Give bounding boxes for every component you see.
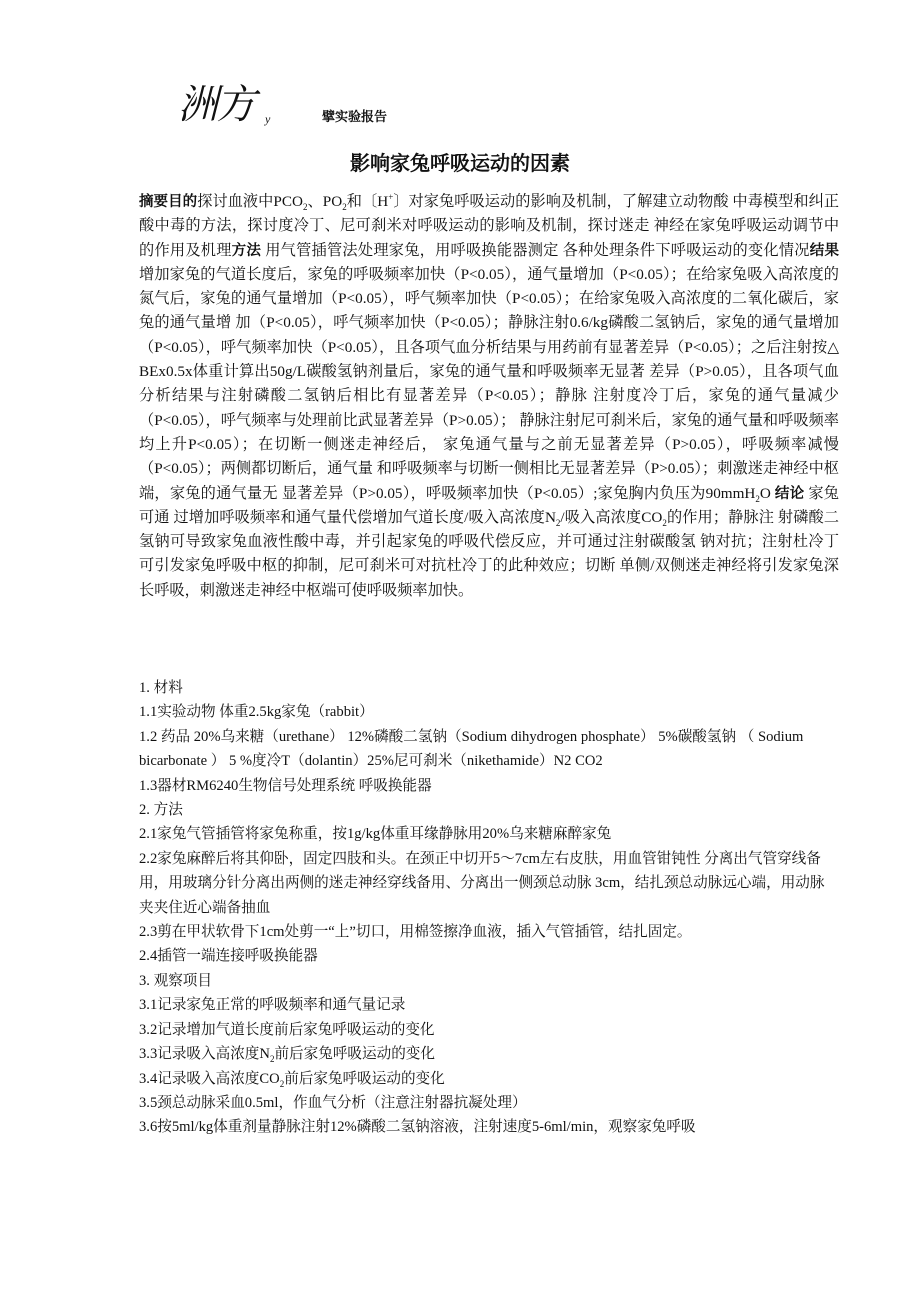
- h-plus-superscript: +: [388, 191, 394, 202]
- report-header-label: 擘实验报告: [322, 109, 388, 124]
- co2-subscript: 2: [279, 1078, 285, 1089]
- abstract-label: 摘要: [139, 194, 169, 210]
- sections-list: [139, 676, 839, 1140]
- list-item-text: 前后家兔呼吸运动的变化: [274, 1046, 435, 1063]
- logo-script-text: 洲方: [178, 82, 254, 128]
- result-label: 结果: [809, 242, 840, 259]
- result-text-1: 增加家兔的气道长度后，家兔的呼吸频率加快（P<0.05），通气量增加（P<0.05）；在给家兔吸入高浓度的氮气后，家兔的通气量增加（P<0.05），呼气频率加快（P<0.05）；在给家兔吸入高浓度的二氧化碳后，家兔的通气量增 加（P<0.05），呼气频率加快（P<0.05）；静脉注射0.6/kg磷酸二氢钠后，家兔的通气量增加（P<0.05），呼气频率加快（P<0.05），且各项气血分析结果与用药前有显著差异（P<0.05）；之后注射按△ BEx0.5x体重计算出50g/L碳酸氢钠剂量后，家兔的通气量和呼吸频率无显著 差异（P>0.05），且各项气血分析结果与注射磷酸二氢钠后相比有显著差异（P<0.05）；静脉 注射度冷丁后，家兔的通气量减少（P<0.05），呼气频率与处理前比武显著差异（P>0.05）； 静脉注射尼可刹米后，家兔的通气量和呼吸频率均上升P<0.05）；在切断一侧迷走神经后， 家兔通气量与之前无显著差异（P>0.05），呼吸频率减慢（P<0.05）；两侧都切断后，通气量 和呼吸频率与切断一侧相比无显著差异（P>0.05）；刺激迷走神经中枢端，家兔的通气量无 显著差异（P>0.05），呼吸频率加快（P<0.05）;家兔胸内负压为90mmH: [139, 265, 839, 502]
- list-item: 1.3器材RM6240生物信号处理系统 呼吸换能器: [139, 777, 432, 794]
- list-item: 3.6按5ml/kg体重剂量静脉注射12%磷酸二氢钠溶液，注射速度5-6ml/min，观察家兔呼吸: [139, 1119, 696, 1136]
- conclusion-text-2: /吸入高浓度CO: [560, 508, 663, 526]
- list-item: [139, 1042, 839, 1066]
- conclusion-text-3: 的作用；静脉注 射磷酸二氢钠可导致家兔血液性酸中毒，并引起家兔的呼吸代偿反应，并可通过注射碳酸氢 钠对抗；注射杜冷丁可引发家兔呼吸中枢的抑制，尼可刹米可对抗杜冷丁的此种效应；切断 单侧/双侧迷走神经将引发家兔深长呼吸，刺激迷走神经中枢端可使呼吸频率加快。: [139, 508, 840, 599]
- list-item: 1.1实验动物 体重2.5kg家兔（rabbit）: [139, 704, 374, 721]
- list-item: 2.1家兔气管插管将家兔称重，按1g/kg体重耳缘静脉用20%乌来糖麻醉家兔: [139, 826, 612, 843]
- method-label: 方法: [231, 242, 262, 259]
- list-item: [139, 1067, 839, 1091]
- logo: [178, 82, 271, 132]
- method-text: 用气管插管法处理家兔，用呼吸换能器测定 各种处理条件下呼吸运动的变化情况: [261, 241, 810, 259]
- purpose-text-1: 探讨血液中PCO: [197, 193, 303, 210]
- list-item-text: 前后家兔呼吸运动的变化: [284, 1070, 445, 1087]
- list-item: 3.5颈总动脉采血0.5ml，作血气分析（注意注射器抗凝处理）: [139, 1094, 527, 1111]
- purpose-label: 目的: [168, 194, 198, 210]
- co2-subscript: 2: [662, 517, 667, 528]
- purpose-text-4: 〕对家兔呼吸运动的影响及机制，了解建立动物酸 中毒模型和纠正酸中毒的方法，探讨度冷丁、尼可刹米对呼吸运动的影响及机制，探讨迷走 神经在家兔呼吸运动调节中的作用及机理: [139, 193, 840, 259]
- list-item: 2.3剪在甲状软骨下1cm处剪一“上”切口，用棉签擦净血液，插入气管插管，结扎固定。: [139, 924, 692, 941]
- list-item: 2.4插管一端连接呼吸换能器: [139, 948, 318, 965]
- conclusion-text-1: 家兔可通 过增加呼吸频率和通气量代偿增加气道长度/吸入高浓度N: [139, 484, 839, 526]
- conclusion-label: 结论: [774, 485, 805, 502]
- list-item-text: 3.4记录吸入高浓度CO: [139, 1070, 280, 1087]
- list-item: 3.1记录家兔正常的呼吸频率和通气量记录: [139, 997, 406, 1014]
- section-heading-observations: 3. 观察项目: [139, 972, 212, 989]
- po2-subscript: 2: [342, 202, 347, 213]
- n2-subscript: 2: [269, 1054, 275, 1064]
- logo-sub-text: y: [265, 112, 271, 126]
- n2-subscript: 2: [555, 517, 561, 528]
- list-item-text: 3.3记录吸入高浓度N: [139, 1046, 270, 1063]
- list-item: 2.2家兔麻醉后将其仰卧，固定四肢和头。在颈正中切开5〜7cm左右皮肤，用血管钳钝性 分离出气管穿线备用，用玻璃分针分离出两侧的迷走神经穿线备用、分离出一侧颈总动脉 3cm，结扎颈总动脉远心端，用动脉夹夹住近心端备抽血: [139, 850, 825, 916]
- h2o-subscript: 2: [755, 493, 760, 504]
- abstract-paragraph: [139, 190, 839, 603]
- purpose-text-2: 、PO: [307, 193, 343, 210]
- result-text-2: O: [759, 484, 771, 502]
- pco2-subscript: 2: [302, 202, 308, 213]
- section-heading-materials: 1. 材料: [139, 680, 183, 696]
- document-title: 影响家兔呼吸运动的因素: [350, 151, 570, 175]
- list-item: 3.2记录增加气道长度前后家兔呼吸运动的变化: [139, 1021, 435, 1038]
- list-item: 1.2 药品 20%乌来糖（urethane） 12%磷酸二氢钠（Sodium dihydrogen phosphate） 5%碳酸氢钠 （ Sodium bicarbonate ） 5 %度冷T（dolantin）25%尼可刹米（nikethamide）N2 CO2: [139, 728, 804, 770]
- section-heading-methods: 2. 方法: [139, 802, 183, 819]
- purpose-text-3: 和〔H: [346, 193, 389, 210]
